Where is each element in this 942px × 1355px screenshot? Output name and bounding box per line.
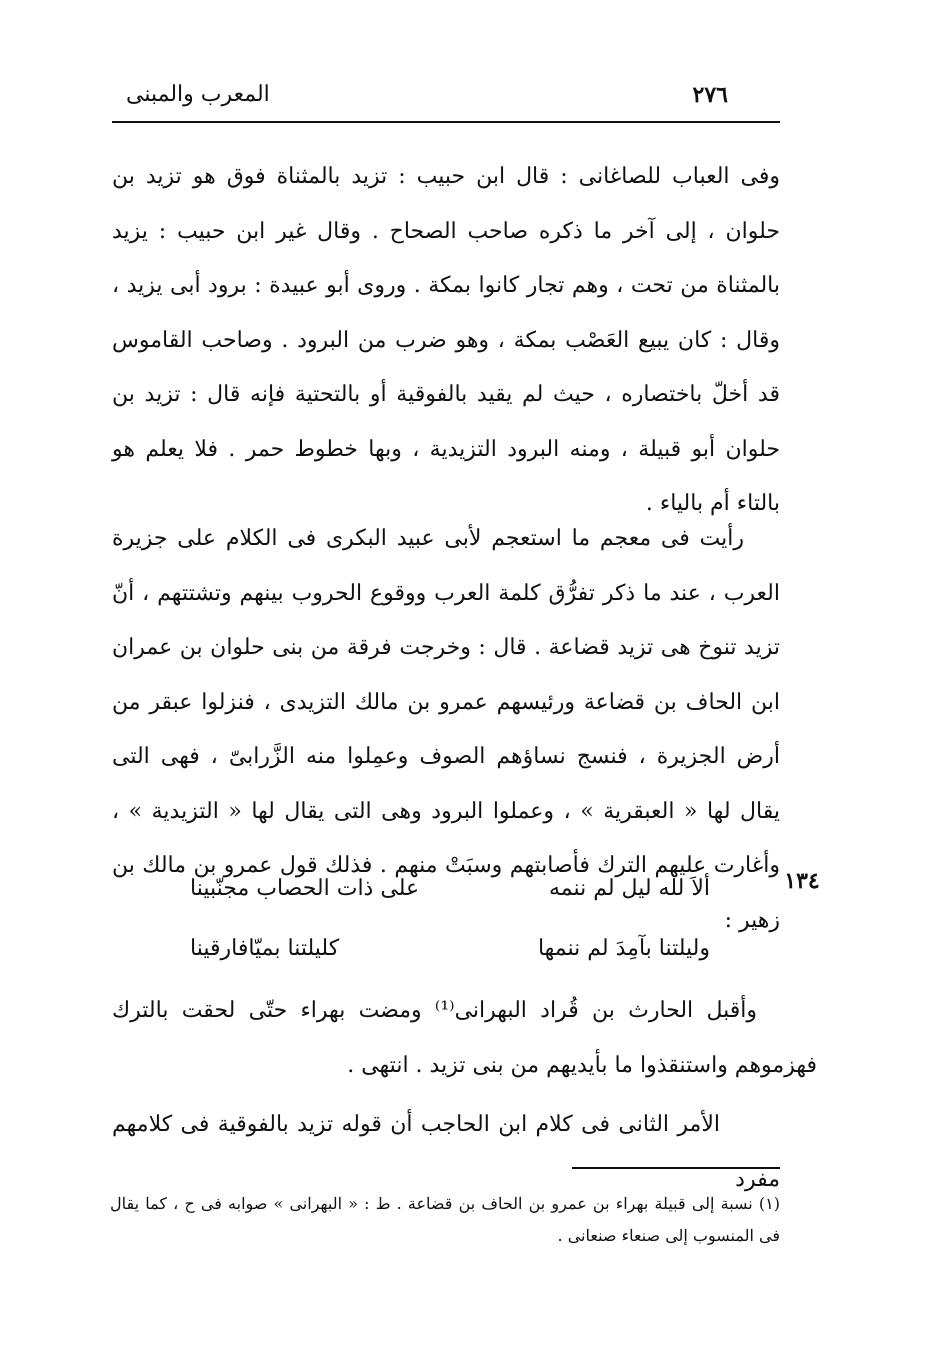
verse-line-1 [190,872,710,920]
verse-1-first-hemistich: ألاَ لله ليل لم ننمه [548,876,710,901]
footnote: (١) نسبة إلى قبيلة بهراء بن عمرو بن الحاف بن قضاعة . ط : « البهرانى » صوابه فى ح ، كما يقال فى المنسوب إلى صنعاء صنعانى . [110,1194,780,1245]
running-title: المعرب والمبنى [126,82,270,107]
verse-2-first-hemistich: وليلتنا بآمِدَ لم ننمها [537,936,710,961]
verse-1-second-hemistich: على ذات الحصاب مجنّبينا [190,876,420,901]
paragraph-2: رأيت فى معجم ما استعجم لأبى عبيد البكرى فى الكلام على جزيرة العرب ، عند ما ذكر تفرُّق كلمة العرب ووقوع الحروب بينهم وتشتتهم ، أنّ تزيد تنوخ هى تزيد قضاعة . قال : وخرجت فرقة من بنى حلوان بن عمران ابن الحاف بن قضاعة ورئيسهم عمرو بن مالك التزيدى ، فنزلوا عبقر من أرض الجزيرة ، فنسج نساؤهم الصوف وعمِلوا منه الزَّرابىّ ، فهى التى يقال لها « العبقرية » ، وعملوا البرود وهى التى يقال لها « التزيدية » ، وأغارت عليهم الترك فأصابتهم وسبَتْ منهم . فذلك قول عمرو بن مالك بن زهير : [112,526,780,933]
header-rule [112,121,780,123]
page-number: ٢٧٦ [692,82,728,108]
verse-2-second-hemistich: كليلتنا بميّافارقينا [190,936,340,961]
margin-number: ١٣٤ [784,868,820,894]
footnote-rule [572,1167,780,1169]
page-header [112,78,780,116]
paragraph-3: وأقبل الحارث بن قُراد البهرانى⁽¹⁾ ومضت بهراء حتّى لحقت بالترك فهزموهم واستنقذوا ما بأيديهم من بنى تزيد . انتهى . [112,998,817,1078]
paragraph-1: وفى العباب للصاغانى : قال ابن حبيب : تزيد بالمثناة فوق هو تزيد بن حلوان ، إلى آخر ما ذكره صاحب الصحاح . وقال غير ابن حبيب : يزيد بالمثناة من تحت ، وهم تجار كانوا بمكة . وروى أبو عبيدة : برود أبى يزيد ، وقال : كان يبيع العَصْب بمكة ، وهو ضرب من البرود . وصاحب القاموس قد أخلّ باختصاره ، حيث لم يقيد بالفوقية أو بالتحتية فإنه قال : تزيد بن حلوان أبو قبيلة ، ومنه البرود التزيدية ، وبها خطوط حمر . فلا يعلم هو بالتاء أم بالياء . [112,164,780,516]
paragraph-4: الأمر الثانى فى كلام ابن الحاجب أن قوله تزيد بالفوقية فى كلامهم مفرد [112,1112,780,1192]
verse-line-2 [190,932,710,980]
